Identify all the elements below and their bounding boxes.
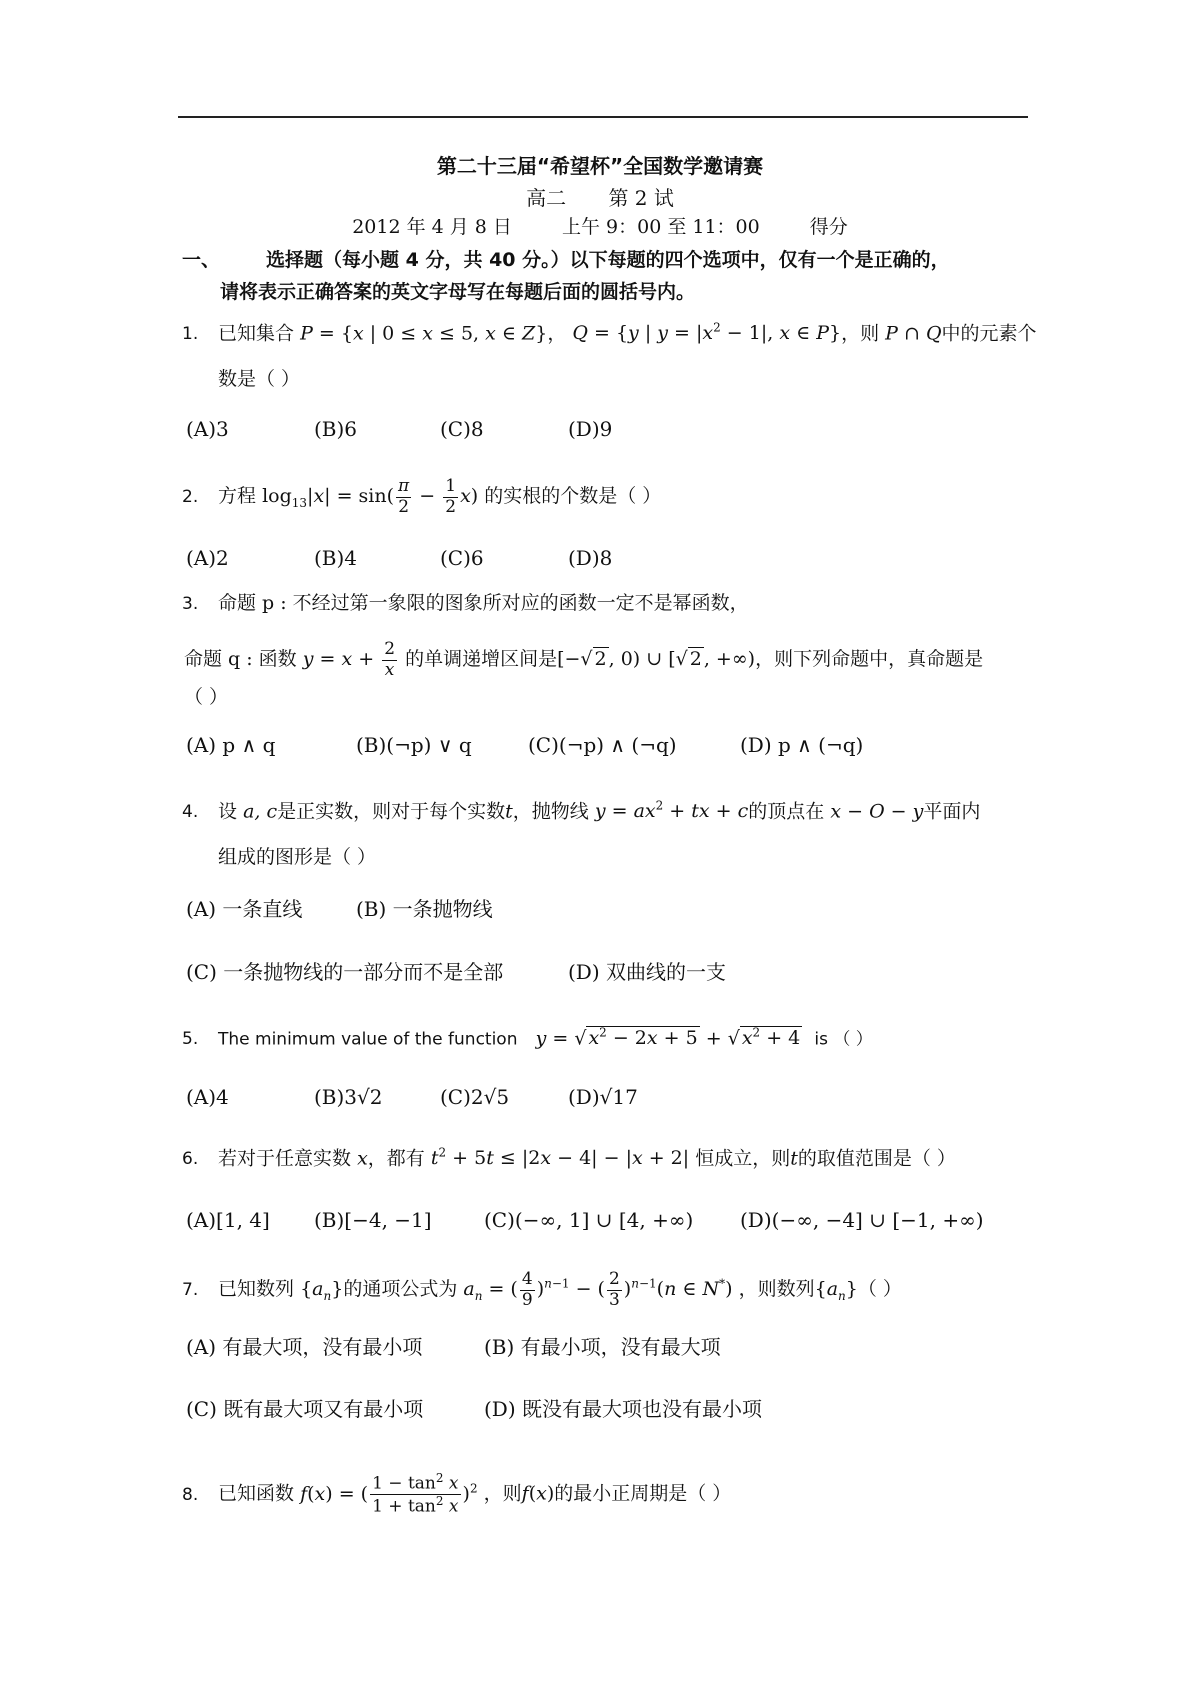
question-6 — [182, 1147, 956, 1168]
math-function: y = x + $\frac{2}{x}$ — [302, 639, 396, 680]
question-text: The minimum value of the function — [218, 1029, 518, 1050]
question-text: 的顶点在 — [748, 800, 825, 823]
top-rule — [178, 116, 1028, 118]
question-text: 已知函数 — [218, 1482, 295, 1505]
option-d: (D)8 — [568, 546, 613, 570]
math-equation: $\log_{13}|x| = \sin$( $\frac{\pi}{2}$ − $\frac{1}{2}$ x) — [262, 476, 479, 517]
math-seq: $\{a_n\}$ — [814, 1278, 858, 1303]
question-1 — [182, 322, 1037, 343]
question-text: 已知集合 — [218, 322, 295, 345]
question-text: 方程 — [218, 485, 257, 508]
exam-info — [0, 212, 1200, 239]
question-text: ，则 — [841, 322, 880, 345]
math-seq: $\{a_n\}$ — [300, 1278, 344, 1303]
math-var: t — [790, 1147, 798, 1170]
option-a: (A)3 — [186, 417, 229, 441]
question-text: 的通项公式为 — [343, 1278, 458, 1301]
question-3-line2 — [184, 640, 983, 680]
question-text: 设 — [218, 800, 238, 823]
option-c: (C)2√5 — [440, 1085, 510, 1109]
question-text: ，则数列 — [738, 1278, 815, 1301]
math-plane: x − O − y — [830, 800, 924, 823]
option-c: (C)8 — [440, 417, 484, 441]
question-number: 1. — [182, 324, 199, 345]
question-5 — [182, 1027, 873, 1048]
question-text: is （ ） — [814, 1029, 873, 1050]
math-var: x — [357, 1147, 368, 1170]
option-b: (B)4 — [314, 546, 358, 570]
section-heading — [182, 244, 1042, 308]
exam-date: 2012 年 4 月 8 日 — [352, 216, 512, 238]
question-2 — [182, 477, 661, 517]
question-4 — [182, 800, 980, 821]
question-text: 的单调递增区间是 — [405, 648, 558, 671]
option-c: (C) 一条抛物线的一部分而不是全部 — [186, 960, 504, 984]
question-text: ， — [547, 322, 567, 345]
question-3-line3: （ ） — [184, 686, 229, 708]
page-title: 第二十三届“希望杯”全国数学邀请赛 — [436, 154, 764, 178]
question-text: 中的元素个 — [941, 322, 1037, 345]
option-b: (B)(¬p) ∨ q — [356, 733, 472, 757]
question-text: 恒成立，则 — [695, 1147, 791, 1170]
math-set-q: Q = {y | $y = |x^2 - 1|$, x ∈ P} — [572, 321, 842, 345]
question-number: 2. — [182, 487, 199, 508]
option-d: (D) 既没有最大项也没有最小项 — [484, 1397, 762, 1421]
section-number: 一、 — [182, 249, 221, 271]
grade-line — [0, 182, 1200, 211]
question-number: 7. — [182, 1280, 199, 1301]
question-text: （ ） — [857, 1278, 902, 1301]
option-d: (D) 双曲线的一支 — [568, 960, 726, 984]
math-interval: [−√ 2 , 0) ∪ [√ 2 , +∞) — [557, 648, 756, 671]
option-b: (B)3√2 — [314, 1085, 383, 1109]
question-number: 5. — [182, 1029, 199, 1050]
question-text: 已知数列 — [218, 1278, 295, 1301]
question-text: ，则下列命题中，真命题是 — [755, 648, 984, 671]
option-a: (A) 有最大项，没有最小项 — [186, 1335, 423, 1359]
question-number: 3. — [182, 594, 199, 614]
option-a: (A)4 — [186, 1085, 229, 1109]
option-a: (A)2 — [186, 546, 229, 570]
option-d: (D)√17 — [568, 1085, 638, 1109]
math-intersection: P ∩ Q — [885, 322, 942, 345]
option-a: (A) p ∧ q — [186, 733, 276, 757]
question-number: 6. — [182, 1149, 199, 1170]
question-text: ，抛物线 — [512, 800, 589, 823]
question-text: 的最小正周期是（ ） — [554, 1482, 732, 1505]
score-label: 得分 — [809, 216, 848, 238]
question-number: 4. — [182, 802, 199, 823]
option-a: (A)[1, 4] — [186, 1208, 270, 1232]
question-text: 命题 p : 不经过第一象限的图象所对应的函数一定不是幂函数， — [218, 592, 749, 614]
option-b: (B) 一条抛物线 — [356, 897, 493, 921]
test-label: 第 2 试 — [608, 186, 674, 210]
question-text: 若对于任意实数 — [218, 1147, 352, 1170]
section-heading-line1: 选择题（每小题 4 分，共 40 分。）以下每题的四个选项中，仅有一个是正确的， — [266, 249, 950, 271]
math-function: f(x) = ( $\frac{1 - \tan^2 x}{1 + \tan^2 x}$ )$^2$ — [300, 1471, 478, 1517]
question-text: 的取值范围是（ ） — [797, 1147, 956, 1170]
question-text: 平面内 — [923, 800, 981, 823]
option-b: (B)6 — [314, 417, 358, 441]
math-set-p: P = {x | 0 ≤ x ≤ 5, x ∈ Z} — [300, 322, 548, 345]
exam-time: 上午 9：00 至 11：00 — [561, 216, 760, 238]
section-heading-line2: 请将表示正确答案的英文字母写在每题后面的圆括号内。 — [220, 281, 696, 303]
option-d: (D)(−∞, −4] ∪ [−1, +∞) — [740, 1208, 984, 1232]
option-d: (D)9 — [568, 417, 613, 441]
option-c: (C)6 — [440, 546, 484, 570]
math-function: y = √ $x^2 - 2x + 5$ + √ $x^2 + 4$ — [535, 1026, 801, 1050]
question-7 — [182, 1270, 902, 1310]
option-a: (A) 一条直线 — [186, 897, 303, 921]
option-c: (C)(¬p) ∧ (¬q) — [528, 733, 677, 757]
math-var: t — [505, 800, 513, 823]
math-var: a, c — [243, 800, 278, 823]
question-1-cont: 数是（ ） — [218, 368, 301, 390]
math-inequality: $t^2 + 5t \le |2x - 4| - |x + 2|$ — [430, 1146, 690, 1170]
option-b: (B)[−4, −1] — [314, 1208, 432, 1232]
math-parabola: $y = ax^2$ + tx + c — [594, 799, 749, 823]
question-text: 是正实数，则对于每个实数 — [277, 800, 506, 823]
question-text: ，则 — [483, 1482, 522, 1505]
option-c: (C) 既有最大项又有最小项 — [186, 1397, 424, 1421]
question-4-cont: 组成的图形是（ ） — [218, 846, 377, 868]
option-d: (D) p ∧ (¬q) — [740, 733, 864, 757]
option-b: (B) 有最小项，没有最大项 — [484, 1335, 721, 1359]
question-number: 8. — [182, 1484, 199, 1505]
grade-label: 高二 — [526, 186, 567, 210]
option-c: (C)(−∞, 1] ∪ [4, +∞) — [484, 1208, 694, 1232]
question-text: 命题 q : 函数 — [184, 648, 297, 671]
question-text: ，都有 — [367, 1147, 425, 1170]
math-formula: $a_n$ = ( $\frac{4}{9}$ )$^{n-1}$ − ( $\frac{2}{3}$ )$^{n-1}$(n ∈ N*) — [463, 1269, 733, 1310]
question-8 — [182, 1472, 731, 1517]
question-3 — [182, 594, 749, 613]
question-text: 的实根的个数是（ ） — [484, 485, 662, 508]
math-function-ref: f(x) — [521, 1482, 555, 1505]
